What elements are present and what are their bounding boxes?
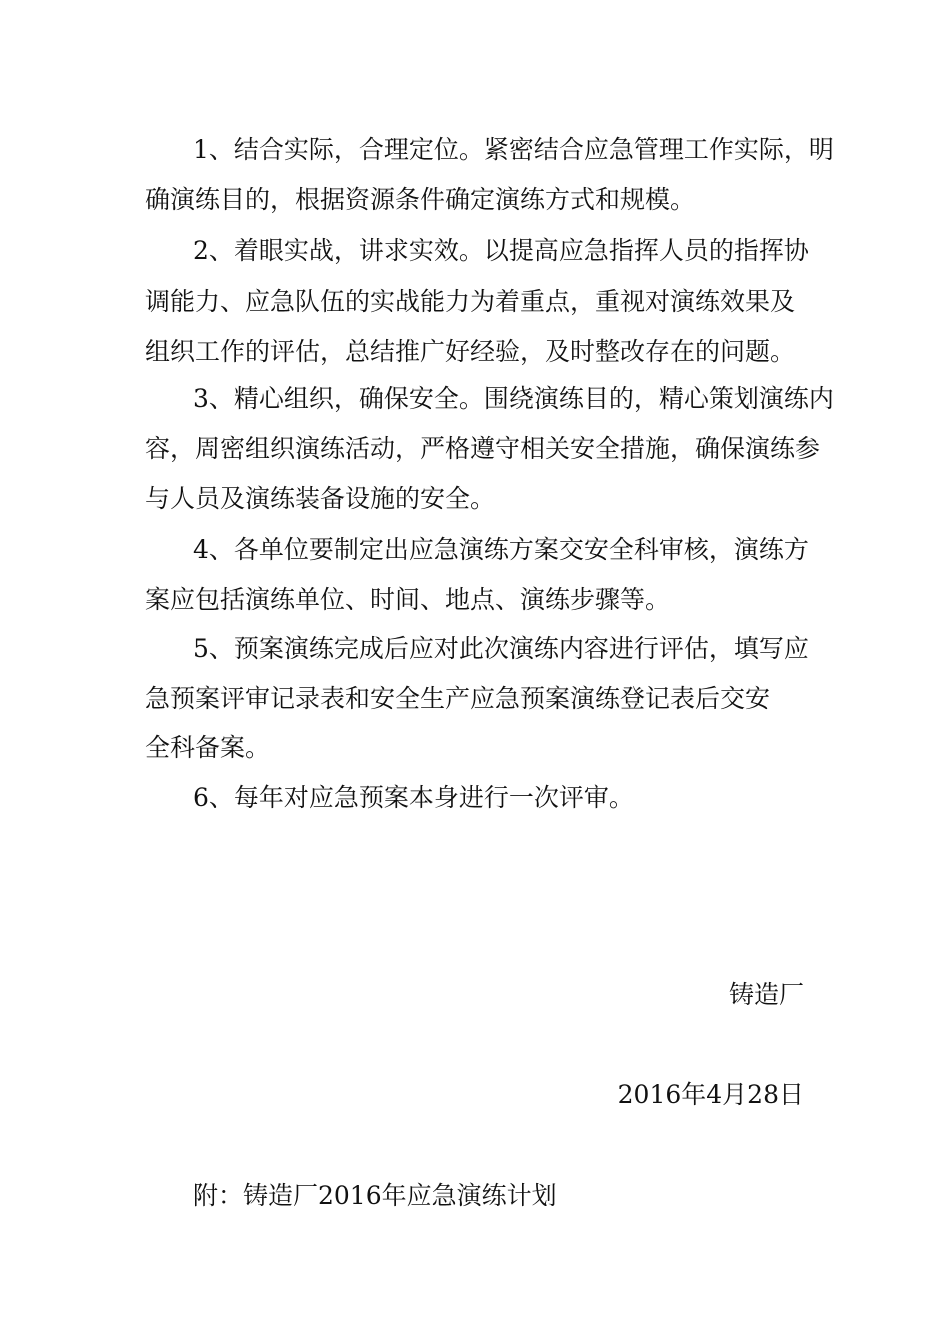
paragraph-4-line-2: 案应包括演练单位、时间、地点、演练步骤等。 <box>145 585 671 614</box>
signature-organization: 铸造厂 <box>728 980 804 1009</box>
signature-date: 2016年4月28日 <box>617 1080 804 1109</box>
paragraph-2-line-2: 调能力、应急队伍的实战能力为着重点，重视对演练效果及 <box>145 287 796 316</box>
paragraph-5-line-3: 全科备案。 <box>145 733 271 762</box>
paragraph-1-line-2: 确演练目的，根据资源条件确定演练方式和规模。 <box>145 185 696 214</box>
paragraph-3-line-2: 容，周密组织演练活动，严格遵守相关安全措施，确保演练参 <box>145 434 821 463</box>
paragraph-3-line-1: 3、精心组织，确保安全。围绕演练目的，精心策划演练内 <box>193 384 834 413</box>
paragraph-2-line-3: 组织工作的评估，总结推广好经验，及时整改存在的问题。 <box>145 337 796 366</box>
paragraph-2-line-1: 2、着眼实战，讲求实效。以提高应急指挥人员的指挥协 <box>193 236 809 265</box>
paragraph-1-line-1: 1、结合实际，合理定位。紧密结合应急管理工作实际，明 <box>193 135 834 164</box>
paragraph-4-line-1: 4、各单位要制定出应急演练方案交安全科审核，演练方 <box>193 535 809 564</box>
paragraph-6-line-1: 6、每年对应急预案本身进行一次评审。 <box>193 783 634 812</box>
attachment-note: 附：铸造厂2016年应急演练计划 <box>193 1181 557 1210</box>
paragraph-5-line-1: 5、预案演练完成后应对此次演练内容进行评估，填写应 <box>193 634 809 663</box>
paragraph-3-line-3: 与人员及演练装备设施的安全。 <box>145 484 496 513</box>
paragraph-5-line-2: 急预案评审记录表和安全生产应急预案演练登记表后交安 <box>145 684 771 713</box>
